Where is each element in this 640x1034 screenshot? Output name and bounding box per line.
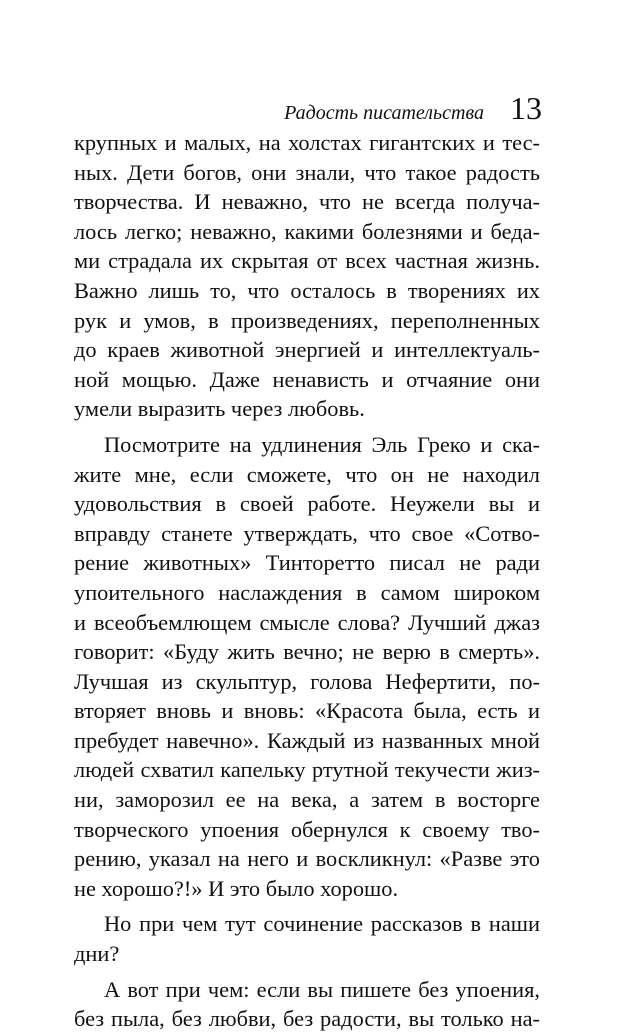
text-line: умели выразить через любовь. <box>74 396 365 422</box>
page-number: 13 <box>510 90 542 126</box>
text-line: ми страдала их скрытая от всех частная жизнь. <box>74 248 540 274</box>
text-line: ных. Дети богов, они знали, что такое радость <box>74 159 540 185</box>
text-line: Посмотрите на удлинения Эль Греко и ска- <box>104 431 540 457</box>
text-line: без пыла, без любви, без радости, вы только на- <box>74 1006 540 1032</box>
text-line: не хорошо?!» И это было хорошо. <box>74 875 399 901</box>
text-line: до краев животной энергией и интеллектуаль- <box>74 337 540 363</box>
text-line: вторяет вновь и вновь: «Красота была, есть и <box>74 698 540 724</box>
text-line: А вот при чем: если вы пишете без упоения, <box>104 976 540 1002</box>
text-line: упоительного наслаждения в самом широком <box>74 579 540 605</box>
text-line: рение животных» Тинторетто писал не ради <box>74 550 540 576</box>
text-line: рук и умов, в произведениях, переполненных <box>74 307 540 333</box>
text-line: людей схватил капельку ртутной текучести жиз- <box>74 757 540 783</box>
paragraph <box>74 128 540 424</box>
text-line: ной мощью. Даже ненависть и отчаяние они <box>74 366 540 392</box>
text-line: Важно лишь то, что осталось в творениях их <box>74 277 540 303</box>
text-line: крупных и малых, на холстах гигантских и тес- <box>74 130 540 155</box>
paragraph <box>74 430 540 904</box>
text-line: и всеобъемлющем смысле слова? Лучший джаз <box>74 609 540 635</box>
body-text <box>74 128 540 1034</box>
text-line: вправду станете утверждать, что свое «Сотво- <box>74 520 540 546</box>
text-line: пребудет навечно». Каждый из названных мной <box>74 727 540 753</box>
paragraph <box>74 975 540 1034</box>
text-line: творчества. И неважно, что не всегда получа- <box>74 189 540 215</box>
text-line: жите мне, если сможете, что он не находил <box>74 461 540 487</box>
text-line: Но при чем тут сочинение рассказов в наши <box>104 911 540 937</box>
text-line: рению, указал на него и воскликнул: «Разве это <box>74 846 540 872</box>
text-line: Лучшая из скульптур, голова Нефертити, по- <box>74 668 540 694</box>
text-line: удовольствия в своей работе. Неужели вы и <box>74 491 540 517</box>
text-line: дни? <box>74 941 120 967</box>
text-line: творческого упоения обернулся к своему тво- <box>74 816 540 842</box>
text-line: лось легко; неважно, какими болезнями и беда- <box>74 218 540 244</box>
text-line: говорит: «Буду жить вечно; не верю в смерть». <box>74 639 540 665</box>
running-title: Радость писательства <box>284 102 484 124</box>
text-line: ни, заморозил ее на века, а затем в восторге <box>74 787 540 813</box>
page-header <box>284 92 542 125</box>
paragraph <box>74 909 540 968</box>
